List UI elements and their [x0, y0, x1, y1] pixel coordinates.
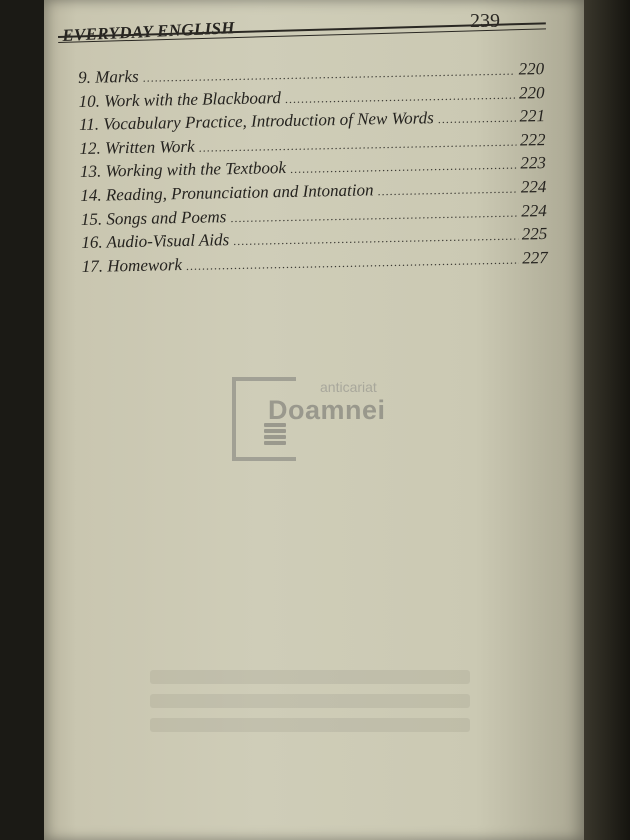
watermark-big-text: Doamnei	[268, 395, 386, 425]
toc-item-page: 224	[521, 200, 547, 221]
toc-leader-dots	[230, 205, 517, 226]
toc-item-page: 220	[518, 59, 545, 79]
books-icon	[264, 423, 286, 447]
toc-item-page: 220	[518, 82, 545, 103]
running-head: EVERYDAY ENGLISH	[62, 18, 236, 45]
toc-leader-dots	[233, 229, 518, 249]
toc-item-title: 9. Marks	[78, 66, 139, 87]
toc-leader-dots	[290, 158, 517, 177]
toc-leader-dots	[198, 134, 516, 155]
toc-leader-dots	[285, 87, 515, 106]
toc-item-title: 11. Vocabulary Practice, Introduction of New Words	[78, 108, 434, 135]
page-number: 239	[470, 10, 500, 32]
toc-item-title: 17. Homework	[81, 254, 183, 276]
toc-item-page: 221	[519, 106, 546, 126]
toc-item-page: 223	[520, 153, 547, 173]
toc-item-title: 16. Audio-Visual Aids	[81, 230, 230, 253]
toc-leader-dots	[143, 64, 515, 86]
toc-leader-dots	[377, 182, 517, 200]
table-of-contents	[78, 59, 548, 280]
toc-item-page: 224	[520, 177, 547, 197]
toc-item-title: 10. Work with the Blackboard	[78, 87, 282, 111]
toc-item-title: 15. Songs and Poems	[80, 206, 227, 229]
watermark-logo	[232, 377, 402, 463]
page-edge	[584, 0, 630, 840]
show-through-text	[150, 660, 470, 770]
toc-item-title: 12. Written Work	[79, 136, 195, 158]
toc-item-title: 14. Reading, Pronunciation and Intonation	[80, 180, 374, 205]
toc-item-page: 225	[521, 224, 548, 244]
toc-item-page: 222	[519, 129, 546, 150]
watermark-small-text: anticariat	[320, 379, 377, 395]
toc-item-page: 227	[522, 247, 548, 268]
toc-leader-dots	[438, 111, 516, 127]
toc-leader-dots	[186, 252, 519, 273]
toc-item-title: 13. Working with the Textbook	[79, 158, 287, 182]
